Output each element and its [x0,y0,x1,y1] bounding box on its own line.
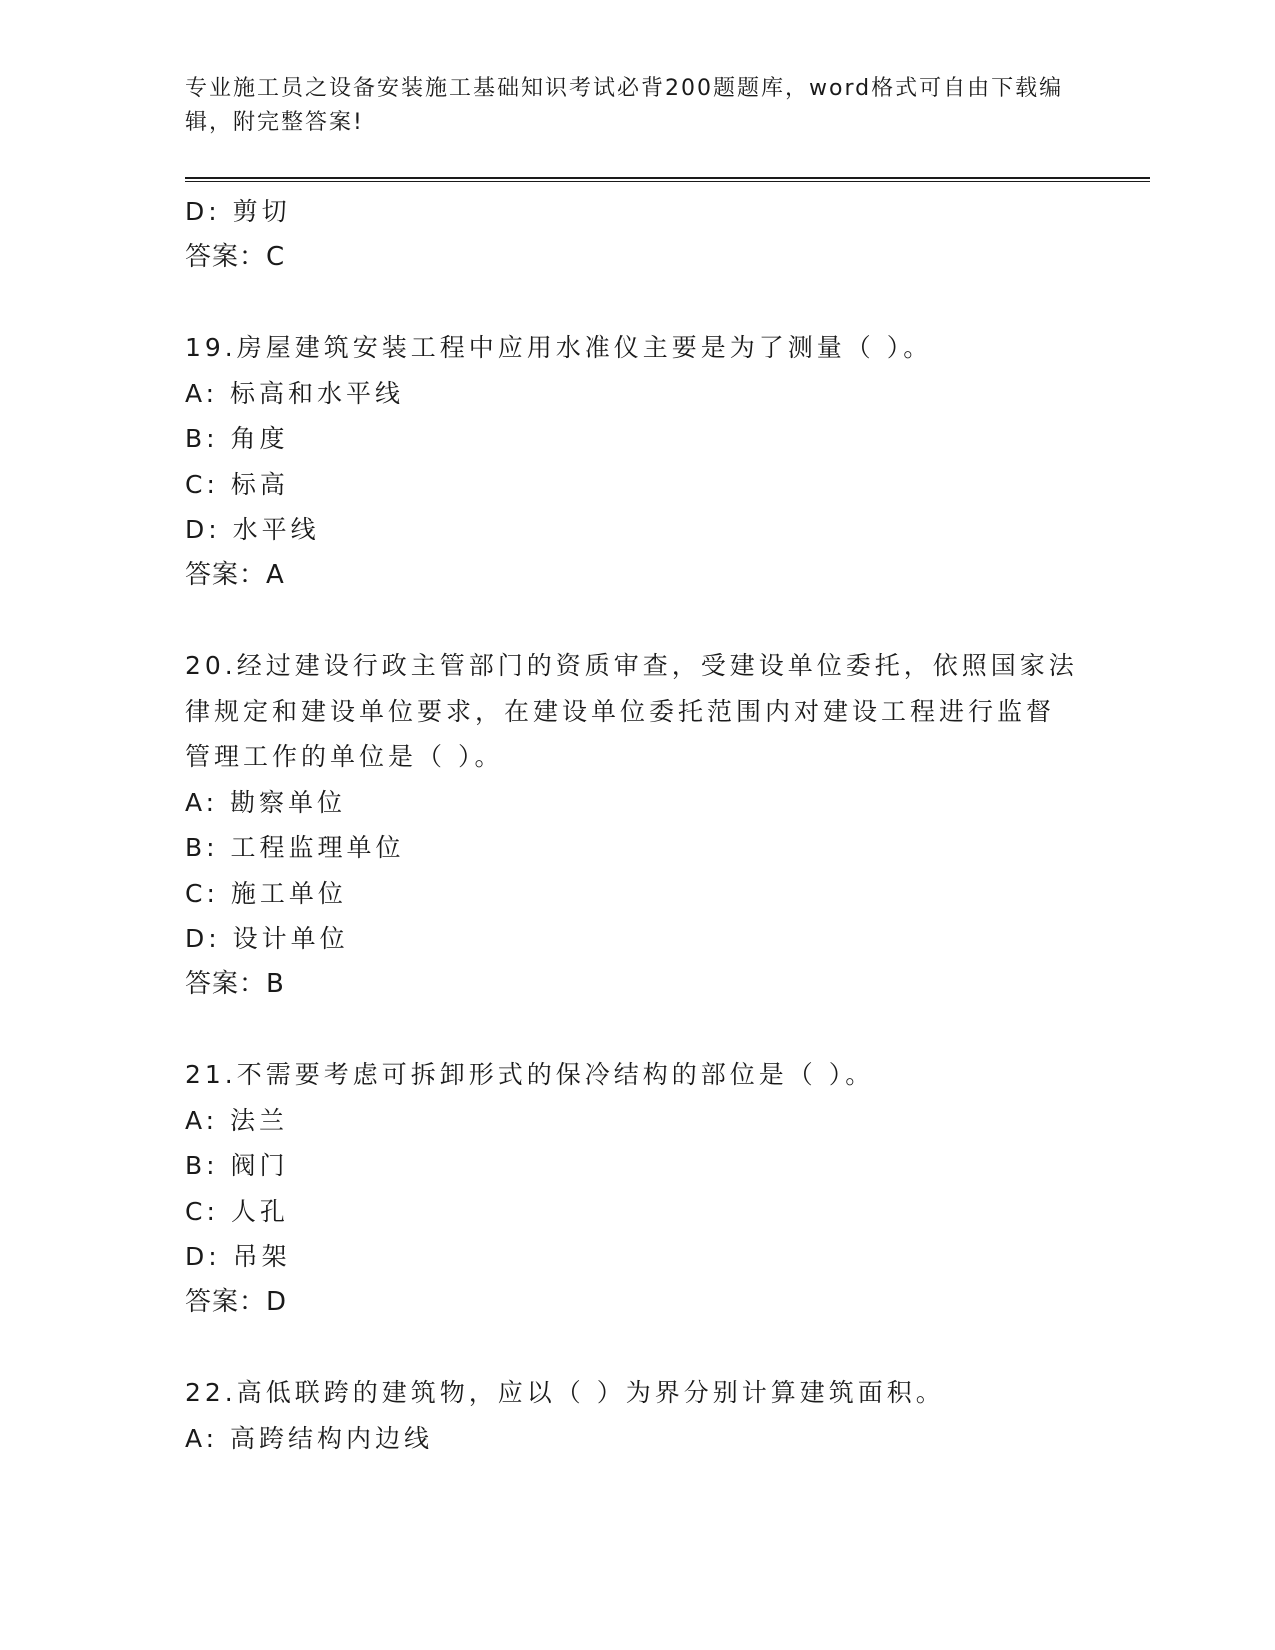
prev-question-option-d: D: 剪切 [185,197,291,226]
question-20-text-line-1: 20.经过建设行政主管部门的资质审查，受建设单位委托，依照国家法 [185,651,1078,680]
question-list [185,189,1085,1461]
question-20-text-line-2: 律规定和建设单位要求，在建设单位委托范围内对建设工程进行监督 [185,696,1056,726]
question-19-text: 19.房屋建筑安装工程中应用水准仪主要是为了测量（ ）。 [185,333,933,362]
question-19-option-d: D: 水平线 [185,515,320,544]
question-21-option-b: B: 阀门 [185,1151,289,1180]
question-19-option-c: C: 标高 [185,469,289,499]
question-21-option-d: D: 吊架 [185,1242,291,1271]
question-20-option-d: D: 设计单位 [185,924,349,953]
question-21-option-a: A: 法兰 [185,1105,289,1135]
question-21-option-c: C: 人孔 [185,1196,289,1226]
question-20-option-b: B: 工程监理单位 [185,833,405,862]
spacer [185,280,1085,325]
question-20-option-c: C: 施工单位 [185,878,347,908]
header-divider-thin [185,181,1150,182]
spacer [185,1325,1085,1370]
question-22-option-a: A: 高跨结构内边线 [185,1423,434,1453]
question-21-text: 21.不需要考虑可拆卸形式的保冷结构的部位是（ ）。 [185,1060,875,1089]
document-header: 专业施工员之设备安装施工基础知识考试必背200题题库，word格式可自由下载编辑，附完整答案! [185,76,1064,135]
header-divider-thick [185,177,1150,179]
spacer [185,1007,1085,1052]
question-20-text-line-3: 管理工作的单位是（ ）。 [185,742,504,771]
prev-question-answer: 答案：C [185,241,286,272]
question-19-option-a: A: 标高和水平线 [185,378,405,408]
question-20-option-a: A: 勘察单位 [185,787,347,817]
question-19-answer: 答案：A [185,559,285,590]
question-22-text: 22.高低联跨的建筑物，应以（ ）为界分别计算建筑面积。 [185,1378,945,1407]
question-20-answer: 答案：B [185,968,285,999]
question-21-answer: 答案：D [185,1286,288,1317]
question-19-option-b: B: 角度 [185,424,289,453]
spacer [185,598,1085,643]
